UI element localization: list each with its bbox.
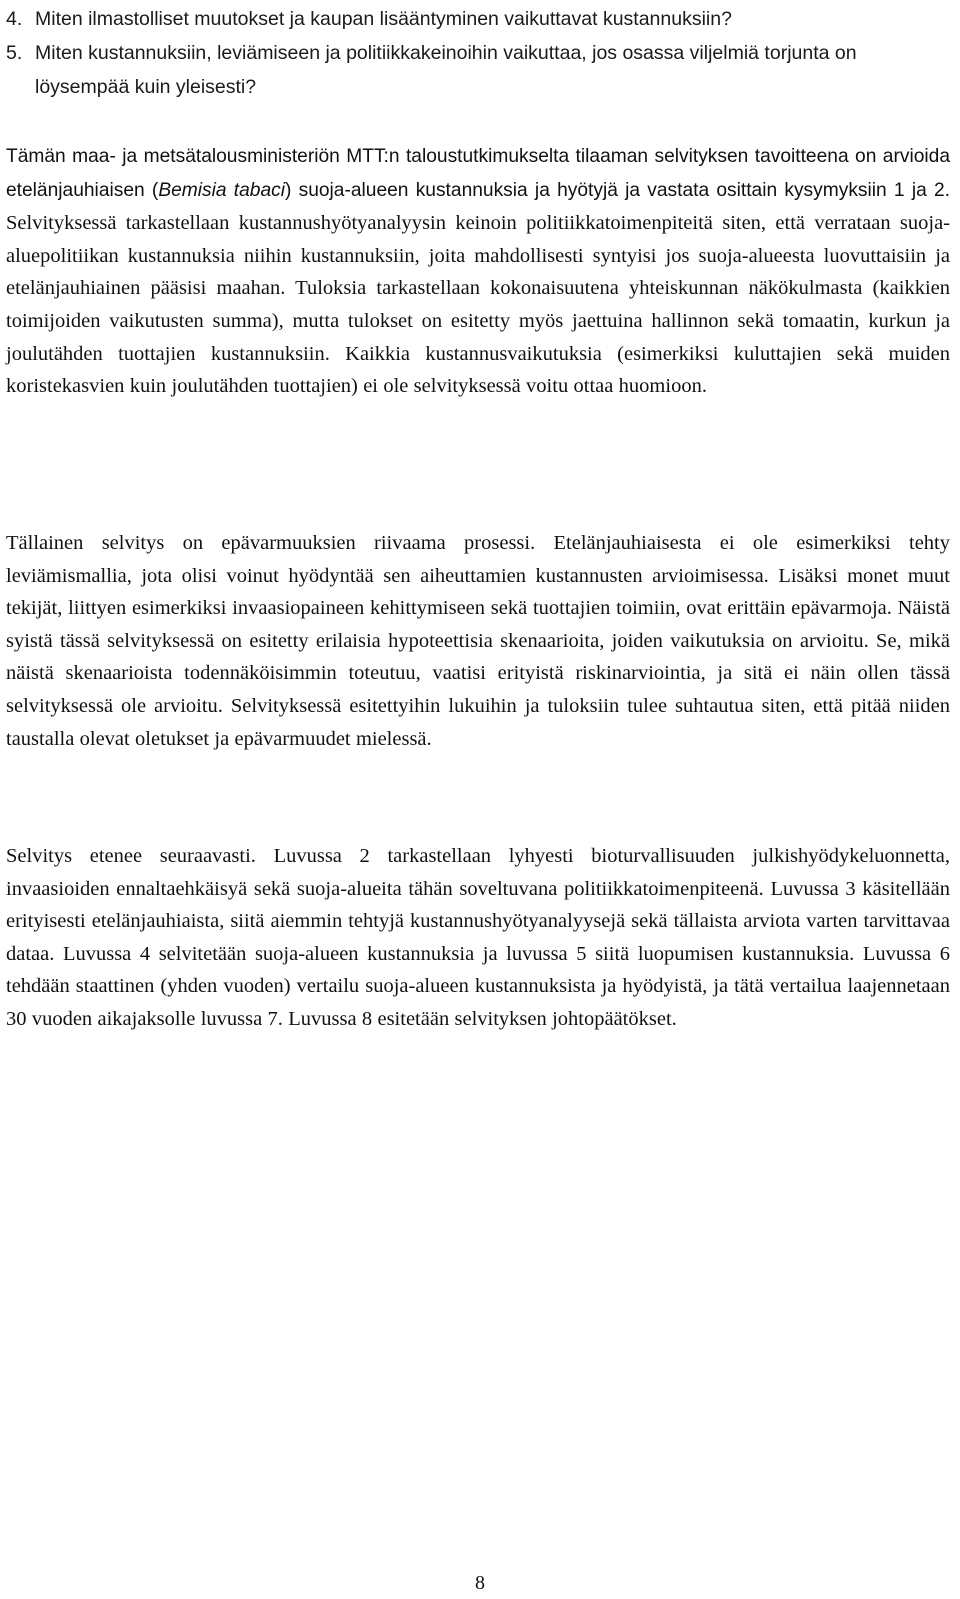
paragraph-text: Tällainen selvitys on epävarmuuksien riivaama prosessi. Etelänjauhiaisesta ei ole esimerkiksi tehty leviämismallia, jota olisi voinut hyödyntää sen aiheuttamien kustannusten arvioimisessa. Lisäksi monet muut tekijät, liittyen esimerkiksi invaasiopaineen kehittymiseen sekä tuottajien toimiin, ovat erittäin epävarmoja. Näistä syistä tässä selvityksessä on esitetty erilaisia hypoteettisia skenaarioita, joiden vaikutuksia on arvioitu. Se, mikä näistä skenaarioista todennäköisimmin toteutuu, vaatisi erityistä riskinarviointia, ja sitä ei näin ollen tässä selvityksessä ole arvioitu. Selvityksessä esitettyihin lukuihin ja tuloksiin tulee suhtautua siten, että pitää niiden taustalla olevat oletukset ja epävarmuudet mielessä. — [6, 532, 950, 750]
paragraph-uncertainty — [6, 527, 950, 755]
paragraph-purpose — [6, 140, 950, 403]
species-name: Bemisia tabaci — [158, 179, 285, 201]
paragraph-sans-text-a: Tämän maa- ja metsätalousministeriön MTT:n taloustutkimukselta tilaaman selvityksen tavoitteena on arvioida etelänjauhiaisen ( — [6, 146, 950, 201]
paragraph-serif-text: Selvityksessä tarkastellaan kustannushyötyanalyysin keinoin politiikkatoimenpiteitä siten, että verrataan suoja-aluepolitiikan kustannuksia niihin kustannuksiin, joita mahdollisesti syntyisi jos suoja-alueesta luovuttaisiin ja etelänjauhiainen pääsisi maahan. Tuloksia tarkastellaan kokonaisuutena yhteiskunnan näkökulmasta (kaikkien toimijoiden vaikutusten summa), mutta tulokset on esitetty myös jaettuina hallinnon sekä tomaatin, kurkun ja joulutähden tuottajien kustannuksiin. Kaikkia kustannusvaikutuksia (esimerkiksi kuluttajien sekä muiden koristekasvien kuin joulutähden tuottajien) ei ole selvityksessä voitu ottaa huomioon. — [6, 212, 950, 398]
list-item — [6, 2, 950, 36]
paragraph-sans-text-b: ) suoja-alueen kustannuksia ja hyötyjä ja vastata osittain kysymyksiin 1 ja 2. — [284, 179, 950, 201]
list-item-text: Miten ilmastolliset muutokset ja kaupan lisääntyminen vaikuttavat kustannuksiin? — [35, 8, 732, 30]
page-number: 8 — [475, 1572, 485, 1594]
list-item-number: 5. — [6, 42, 23, 64]
paragraph-text — [6, 140, 950, 403]
document-page — [6, 0, 950, 1030]
list-item — [6, 36, 950, 104]
paragraph-text: Selvitys etenee seuraavasti. Luvussa 2 tarkastellaan lyhyesti bioturvallisuuden julkishyödykeluonnetta, invaasioiden ennaltaehkäisyä sekä suoja-alueita tähän soveltuvana politiikkatoimenpiteenä. Luvussa 3 käsitellään erityisesti etelänjauhiaista, siitä aiemmin tehtyjä kustannushyötyanalyysejä sekä tällaista arviota varten tarvittavaa dataa. Luvussa 4 selvitetään suoja-alueen kustannuksia ja luvussa 5 siitä luopumisen kustannuksia. Luvussa 6 tehdään staattinen (yhden vuoden) vertailu suoja-alueen kustannuksista ja hyödyistä, ja tätä vertailua laajennetaan 30 vuoden aikajaksolle luvussa 7. Luvussa 8 esitetään selvityksen johtopäätökset. — [6, 845, 950, 1030]
paragraph-structure — [6, 840, 950, 1036]
list-item-text: Miten kustannuksiin, leviämiseen ja politiikkakeinoihin vaikuttaa, jos osassa viljelmiä torjunta on löysempää kuin yleisesti? — [35, 42, 857, 98]
question-list — [6, 2, 950, 104]
list-item-number: 4. — [6, 8, 23, 30]
